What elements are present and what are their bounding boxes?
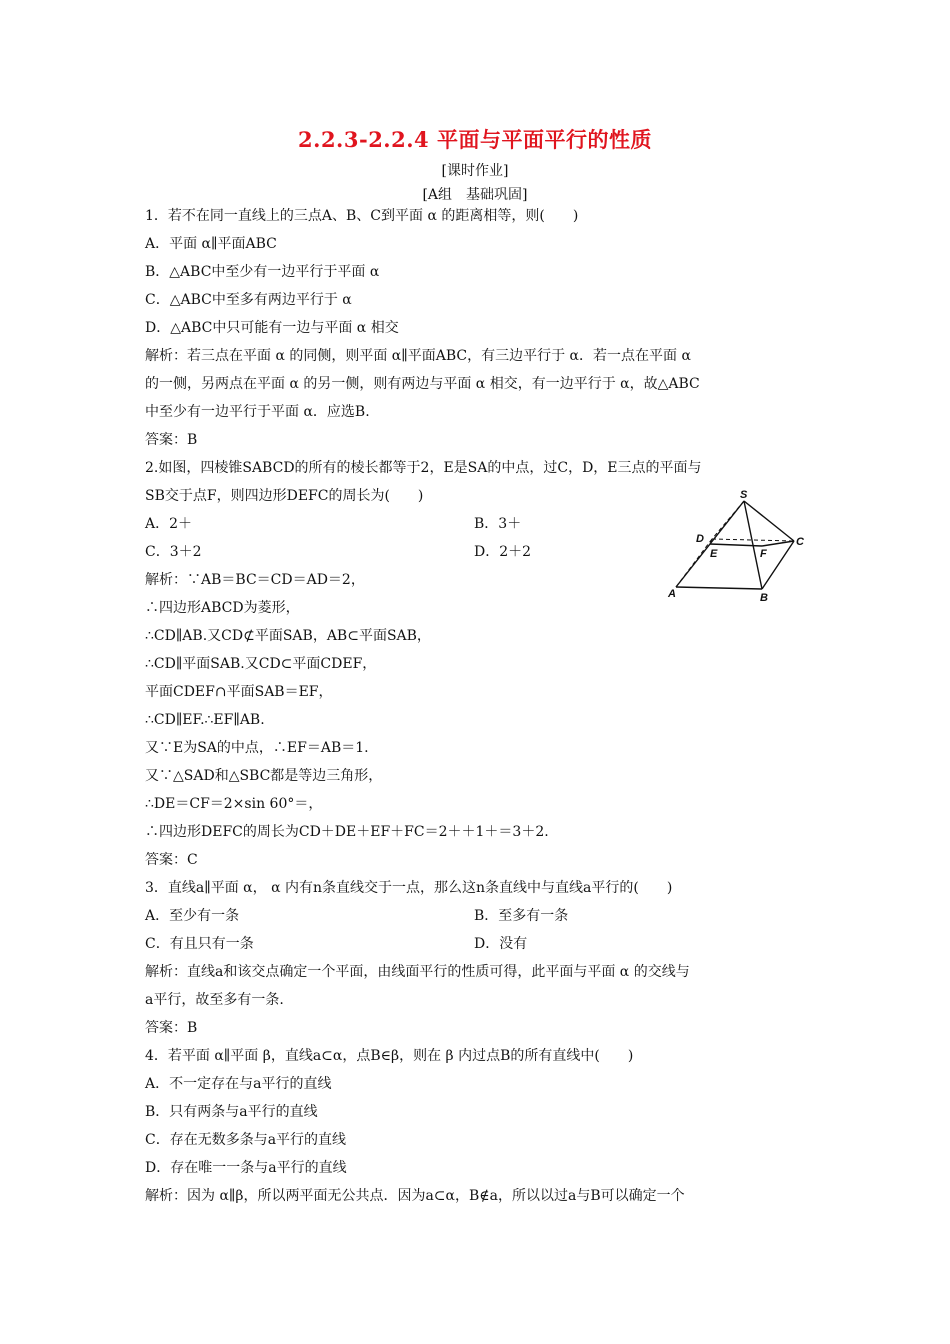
q2-analysis-line: ∴CD∥EF.∴EF∥AB. (145, 712, 265, 728)
q2-analysis-line: 平面CDEF∩平面SAB＝EF， (145, 684, 333, 700)
page-title: 2.2.3-2.2.4 平面与平面平行的性质 (298, 127, 652, 152)
label-d: D (696, 533, 704, 545)
q2-option-a: A．2＋ (145, 516, 193, 532)
q2-analysis-line: 又∵E为SA的中点，∴EF＝AB＝1. (145, 740, 369, 756)
q2-analysis-line: 又∵△SAD和△SBC都是等边三角形， (145, 768, 383, 784)
q4-analysis-line: 解析：因为 α∥β，所以两平面无公共点．因为a⊂α，B∉a，所以以过a与B可以确定一个 (145, 1188, 685, 1204)
q2-option-c: C．3＋2 (145, 544, 202, 560)
q3-option-d: D．没有 (474, 936, 528, 952)
label-b: B (760, 592, 768, 604)
q2-stem: SB交于点F，则四边形DEFC的周长为( ) (145, 488, 424, 504)
q1-analysis-line: 解析：若三点在平面 α 的同侧，则平面 α∥平面ABC，有三边平行于 α．若一点在平面 α (145, 348, 691, 364)
q2-option-d: D．2＋2 (474, 544, 532, 560)
q3-option-a: A．至少有一条 (145, 908, 240, 924)
q1-analysis-line: 中至少有一边平行于平面 α．应选B. (145, 404, 370, 420)
q3-analysis-line: 解析：直线a和该交点确定一个平面，由线面平行的性质可得，此平面与平面 α 的交线与 (145, 964, 690, 980)
q3-answer: 答案：B (145, 1020, 198, 1036)
q2-analysis-line: 解析：∵AB＝BC＝CD＝AD＝2， (145, 572, 365, 588)
q1-stem: 1．若不在同一直线上的三点A、B、C到平面 α 的距离相等，则( ) (145, 208, 579, 224)
group-heading: [A组 基础巩固] (422, 187, 528, 203)
label-s: S (740, 489, 748, 501)
q3-option-b: B．至多有一条 (474, 908, 569, 924)
q1-answer: 答案：B (145, 432, 198, 448)
label-e: E (710, 548, 718, 560)
q2-stem: 2.如图，四棱锥SABCD的所有的棱长都等于2，E是SA的中点，过C，D，E三点的平面与 (145, 460, 702, 476)
q4-option-c: C．存在无数多条与a平行的直线 (145, 1132, 347, 1148)
label-a: A (668, 588, 676, 600)
q2-option-b: B．3＋ (474, 516, 522, 532)
q4-option-a: A．不一定存在与a平行的直线 (145, 1076, 332, 1092)
q3-option-c: C．有且只有一条 (145, 936, 254, 952)
q4-option-d: D．存在唯一一条与a平行的直线 (145, 1160, 347, 1176)
label-f: F (760, 548, 767, 560)
q4-stem: 4．若平面 α∥平面 β，直线a⊂α，点B∈β，则在 β 内过点B的所有直线中( ) (145, 1048, 634, 1064)
pyramid-figure (664, 487, 814, 605)
q2-analysis-line: ∴CD∥AB.又CD⊄平面SAB，AB⊂平面SAB， (145, 628, 431, 644)
q1-analysis-line: 的一侧，另两点在平面 α 的另一侧，则有两边与平面 α 相交，有一边平行于 α，故△ABC (145, 376, 700, 392)
q4-option-b: B．只有两条与a平行的直线 (145, 1104, 318, 1120)
q1-option-b: B．△ABC中至少有一边平行于平面 α (145, 264, 380, 280)
q1-option-d: D．△ABC中只可能有一边与平面 α 相交 (145, 320, 399, 336)
q3-analysis-line: a平行，故至多有一条. (145, 992, 284, 1008)
subtitle: [课时作业] (441, 163, 509, 179)
q3-stem: 3．直线a∥平面 α， α 内有n条直线交于一点，那么这n条直线中与直线a平行的( ) (145, 880, 673, 896)
label-c: C (796, 536, 804, 548)
q2-answer: 答案：C (145, 852, 198, 868)
q2-analysis-line: ∴四边形ABCD为菱形， (145, 600, 300, 616)
q1-option-a: A．平面 α∥平面ABC (145, 236, 277, 252)
q2-analysis-line: ∴DE＝CF＝2×sin 60°＝， (145, 796, 323, 812)
q2-analysis-line: ∴CD∥平面SAB.又CD⊂平面CDEF， (145, 656, 377, 672)
q2-analysis-line: ∴四边形DEFC的周长为CD＋DE＋EF＋FC＝2＋＋1＋＝3＋2. (145, 824, 549, 840)
q1-option-c: C．△ABC中至多有两边平行于 α (145, 292, 352, 308)
